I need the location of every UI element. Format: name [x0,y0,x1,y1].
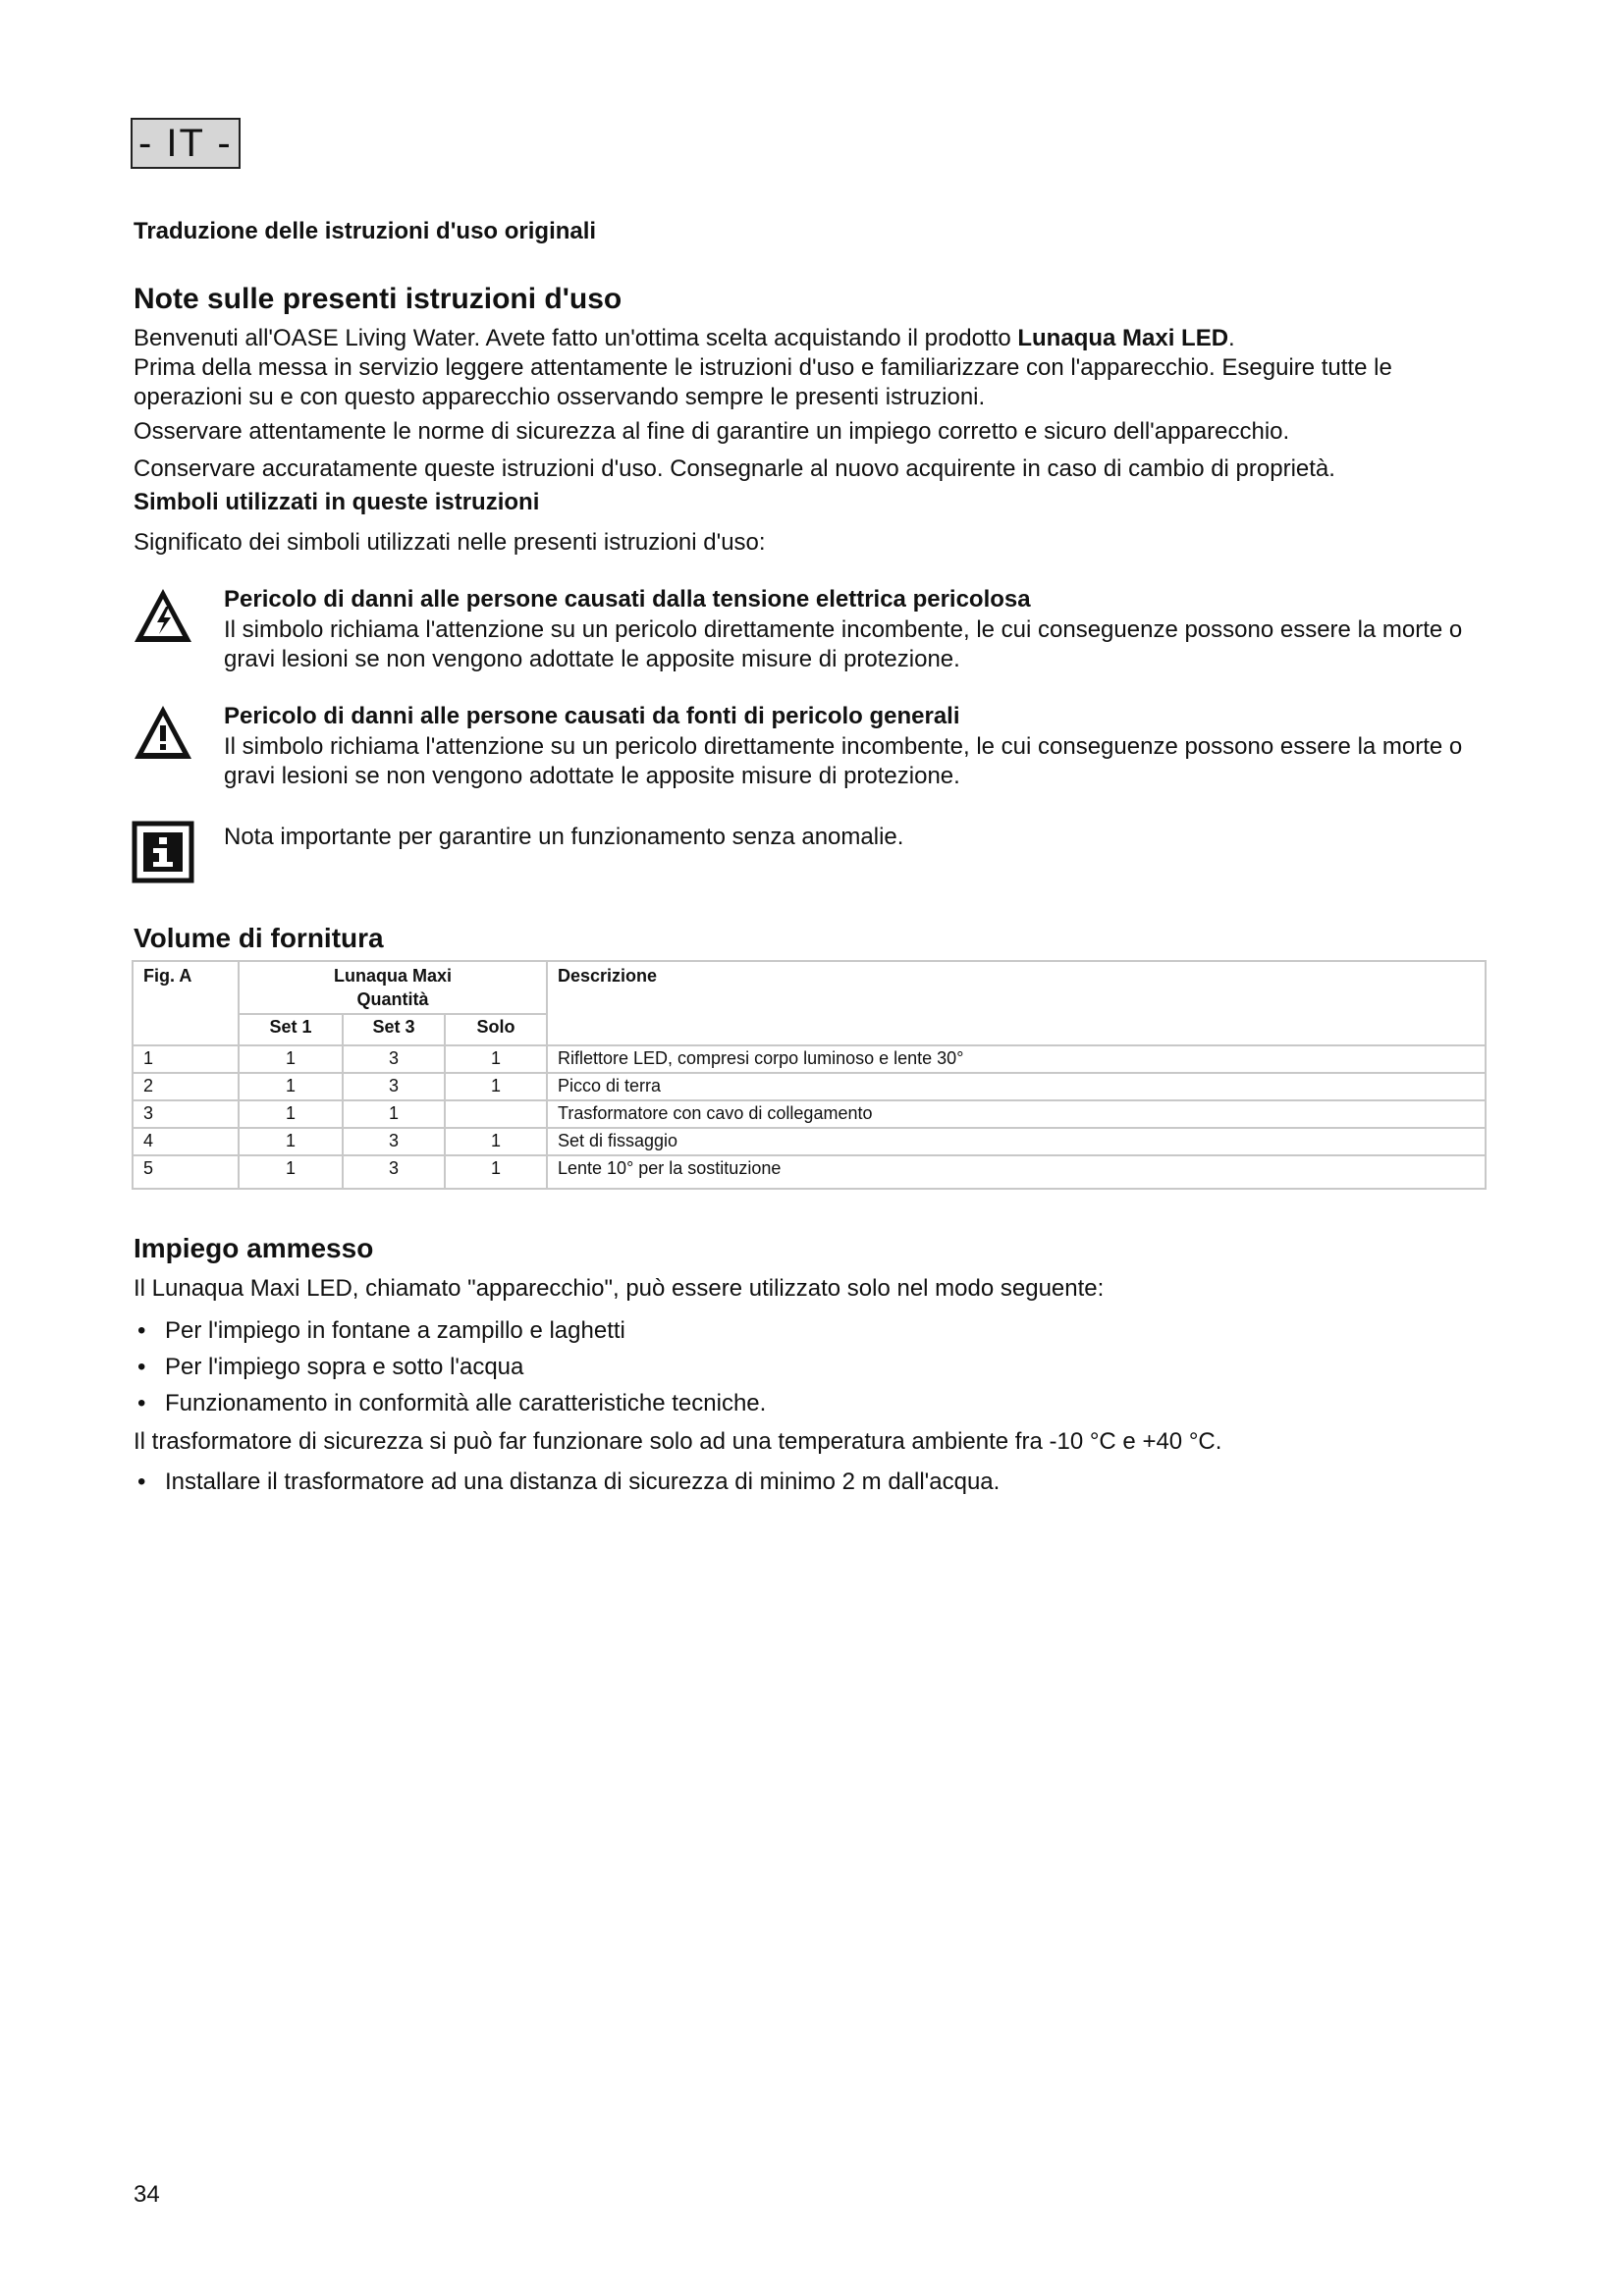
bullet-icon: • [137,1317,146,1344]
language-tag: - IT - [131,118,241,169]
notes-paragraph-keep: Conservare accuratamente queste istruzioni d'uso. Consegnarle al nuovo acquirente in caso di cambio di proprietà. [134,455,1335,482]
document-subtitle: Traduzione delle istruzioni d'uso originali [134,218,597,244]
notes-paragraph-safety: Osservare attentamente le norme di sicurezza al fine di garantire un impiego corretto e sicuro dell'apparecchio. [134,418,1290,445]
table-row-2-set3: 3 [388,1076,399,1095]
usage-bullet-3: Funzionamento in conformità alle caratteristiche tecniche. [165,1390,767,1416]
header-fig: Fig. A [143,966,192,986]
table-row-1-fig: 1 [143,1048,154,1068]
page-number: 34 [134,2181,160,2208]
usage-bullet-1: Per l'impiego in fontane a zampillo e laghetti [165,1317,625,1344]
usage-bullet-2: Per l'impiego sopra e sotto l'acqua [165,1354,524,1380]
header-set3: Set 3 [372,1017,415,1037]
table-row-5-set1: 1 [285,1158,296,1178]
table-row-5-desc: Lente 10° per la sostituzione [558,1158,782,1178]
electric-hazard-icon [132,585,194,648]
bullet-icon: • [137,1354,146,1380]
table-row-5-solo: 1 [490,1158,501,1178]
table-row-3-set1: 1 [285,1103,296,1123]
table-row-3-desc: Trasformatore con cavo di collegamento [558,1103,873,1123]
table-row-1-desc: Riflettore LED, compresi corpo luminoso e lente 30° [558,1048,964,1068]
table-row-5-set3: 3 [388,1158,399,1178]
symbol-general-text: Il simbolo richiama l'attenzione su un pericolo direttamente incombente, le cui conseguenze possono essere la morte o gravi lesioni se non vengono adottate le apposite misure di protezione. [224,733,1463,789]
symbols-intro: Significato dei simboli utilizzati nelle presenti istruzioni d'uso: [134,529,766,556]
symbols-heading: Simboli utilizzati in queste istruzioni [134,489,540,515]
table-row-2-fig: 2 [143,1076,154,1095]
symbol-electric-text: Il simbolo richiama l'attenzione su un pericolo direttamente incombente, le cui conseguenze possono essere la morte o gravi lesioni se non vengono adottate le apposite misure di protezione. [224,616,1463,672]
table-row-2-solo: 1 [490,1076,501,1095]
header-description: Descrizione [558,966,658,986]
table-row-1-set3: 3 [388,1048,399,1068]
notes-paragraph-welcome [134,324,1489,353]
welcome-end: . [1228,325,1235,351]
table-row-2-desc: Picco di terra [558,1076,662,1095]
product-name: Lunaqua Maxi LED [1017,325,1229,351]
usage-bullet-distance: Installare il trasformatore ad una distanza di sicurezza di minimo 2 m dall'acqua. [165,1468,1001,1495]
bullet-icon: • [137,1468,146,1495]
header-set1: Set 1 [269,1017,312,1037]
table-row-1-set1: 1 [285,1048,296,1068]
table-row-3-set3: 1 [388,1103,399,1123]
header-product: Lunaqua Maxi [333,966,452,986]
notes-heading: Note sulle presenti istruzioni d'uso [134,283,623,315]
table-row-1-solo: 1 [490,1048,501,1068]
header-quantity: Quantità [356,989,429,1009]
symbol-general-title: Pericolo di danni alle persone causati da fonti di pericolo generali [224,703,960,729]
supply-table [132,960,1487,1190]
table-row-5-fig: 5 [143,1158,154,1178]
table-row-4-desc: Set di fissaggio [558,1131,678,1150]
table-row-4-solo: 1 [490,1131,501,1150]
welcome-text: Benvenuti all'OASE Living Water. Avete fatto un'ottima scelta acquistando il prodotto [134,325,1018,351]
table-row-4-set3: 3 [388,1131,399,1150]
notes-paragraph-read: Prima della messa in servizio leggere attentamente le istruzioni d'uso e familiarizzare con l'apparecchio. Eseguire tutte le operazioni su e con questo apparecchio osservando sempre le presenti istruzioni. [134,354,1392,410]
symbol-info-text: Nota importante per garantire un funzionamento senza anomalie. [224,824,904,850]
supply-heading: Volume di fornitura [134,923,384,953]
info-icon [132,821,194,883]
usage-temperature-note: Il trasformatore di sicurezza si può far funzionare solo ad una temperatura ambiente fra -10 °C e +40 °C. [134,1428,1222,1455]
usage-heading: Impiego ammesso [134,1233,374,1263]
header-solo: Solo [476,1017,515,1037]
table-row-2-set1: 1 [285,1076,296,1095]
table-row-4-fig: 4 [143,1131,154,1150]
usage-intro: Il Lunaqua Maxi LED, chiamato "apparecchio", può essere utilizzato solo nel modo seguente: [134,1275,1105,1302]
table-row-3-fig: 3 [143,1103,154,1123]
table-row-4-set1: 1 [285,1131,296,1150]
general-hazard-icon [132,702,194,765]
symbol-electric-title: Pericolo di danni alle persone causati dalla tensione elettrica pericolosa [224,586,1031,613]
bullet-icon: • [137,1390,146,1416]
